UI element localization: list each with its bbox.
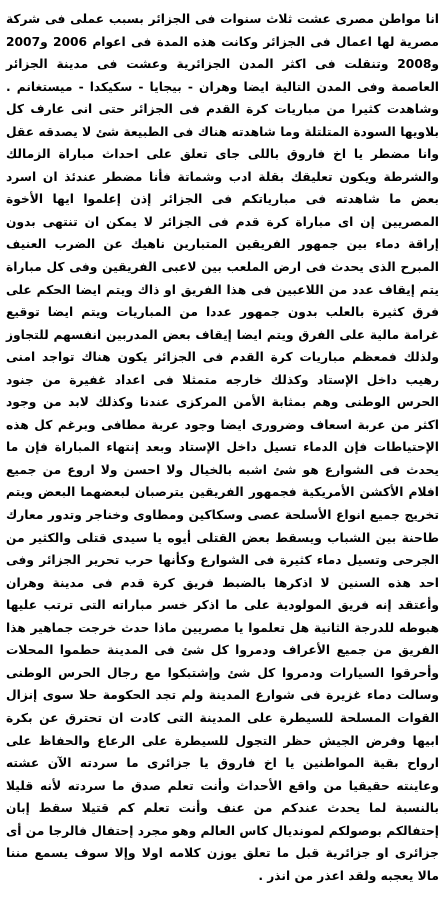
article-paragraph: انا مواطن مصرى عشت ثلاث سنوات فى الجزائر بسبب عملى فى شركة مصرية لها اعمال فى الجزائر وكانت هذه المدة فى اعوام 2006 و2007 و2008 وتنقلت فى اكثر المدن الجزائرية وعشت فى مدينة الجزائر العاصمة وفى المدن التالية ايضا وهران - بيجايا - سكيكدا - ميستغانم . وشاهدت كثيرا من مباريات كرة القدم فى الجزائر حتى انى عارف كل بلاويها السودة المتلتلة وما شاهدته هناك فى الطبيعة شئ لا يصدقه عقل وانا مضطر يا اخ فاروق باللى جاى تعلق على احداث مباراة الزمالك والشرطة ويكون تعليقك بقلة ادب وشماتة فأنا مضطر عندئذ ان اسرد بعض ما شاهدته فى مبارياتكم فى الجزائر إذن إعلموا ايها الأخوة المصريين إن اى مباراة كرة قدم فى الجزائر لا يمكن ان تنتهى بدون إراقة دماء بين جمهور الفريقين المتبارين ناهيك عن الضرب العنيف المبرح الذى يحدث فى ارض الملعب بين لاعبى الفريقين وفى كل مباراة يتم إيقاف عدد من اللاعبين فى هذا الفريق او ذاك ويتم ايضا الحكم على فرق كثيرة بالعلب بدون جمهور عددا من المباريات ويتم ايضا توقيع غرامة مالية على الفرق ويتم ايضا إيقاف بعض المدربين انفسهم للتجاوز ولذلك فمعظم مباريات كرة القدم فى الجزائر يكون هناك تواجد امنى رهيب داخل الإستاد وكذلك خارجه متمثلا فى اعداد غفيرة من جنود الحرس الوطنى وهم بمثابة الأمن المركزى عندنا وكذلك لابد من وجود اكثر من عربة اسعاف وضرورى ايضا وجود عربة مطافى وبرغم كل هذه الإحتياطات فإن الدماء تسيل داخل الإستاد وبعد إنتهاء المباراة فإن ما يحدث فى الشوارع هو شئ اشبه بالخيال ولا احسن ولا اروع من جميع افلام الأكشن الأمريكية فجمهور الفريقين يترصبان لبعضهما البعض ويتم تخريج جميع انواع الأسلحة عصى وسكاكين ومطاوى وخناجر وتدور معارك طاحنة بين الشباب ويسقط بعض القتلى أيوه يا سيدى قتلى والكثير من الجرحى وتسيل دماء كثيرة فى الشوارع وكأنها حرب تحرير الجزائر وفى احد هذه السنين لا اذكرها بالضبط فريق كرة قدم فى مدينة وهران وأعتقد إنه فريق المولودية على ما اذكر خسر مباراته التى ترتب عليها هبوطه للدرجة الثانية هل تعلموا يا مصريين ماذا حدث خرجت جماهير هذا الفريق من جميع الأعراف ودمروا كل شئ فى المدينة حطموا المحلات وأحرقوا السيارات ودمروا كل شئ وإشتبكوا مع رجال الحرس الوطنى وسالت دماء غزيرة فى شوارع المدينة ولم تجد الحكومة حلا سوى إنزال القوات المسلحة للسيطرة على المدينة التى كادت ان تحترق عن بكرة ابيها وفرض الجيش حظر التجول للسيطرة على الرعاع والحفاظ على ارواح بقية المواطنين يا اخ فاروق يا جزائرى ما سردته الآن عشته وعاينته حقيقيا من واقع الأحداث وأنت تعلم صدق ما سردته لأنه قليلا بالنسبة لما يحدث عندكم من عنف وأنت تعلم كم قتيلا سقط إبان إحتفالكم بوصولكم لمونديال كاس العالم وهو مجرد إحتفال فالرجا من أى جزائرى او جزائرية قبل ما تعلق يوزن كلامه اولا وإلا سوف يسمع مننا مالا يعجبه ولقد اعذر من انذر .: [6, 12, 439, 883]
article-body: [6, 8, 439, 887]
